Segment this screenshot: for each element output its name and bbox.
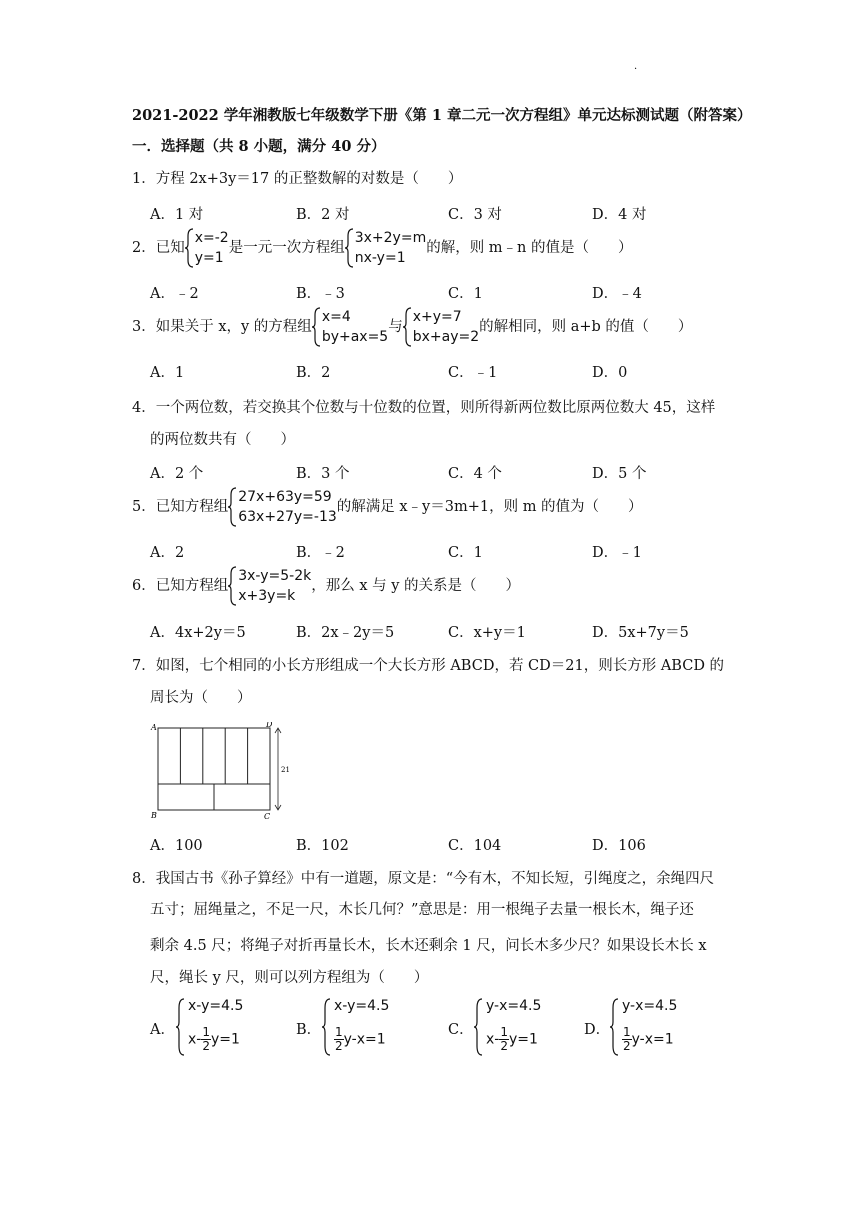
figure-label-a: A: [151, 723, 157, 732]
q8-option-d-label: D．: [584, 1022, 611, 1038]
figure-label-c: C: [264, 812, 271, 821]
q8-option-a-eq1: x-y=4.5: [188, 998, 244, 1014]
q2-option-c[interactable]: C．1: [448, 286, 483, 302]
q5-suffix: 的解满足 x﹣y＝3m+1，则 m 的值为（ ）: [336, 499, 643, 515]
q3-middle: 与: [388, 319, 403, 335]
q8-option-a-eq2-right: y=1: [210, 1031, 240, 1048]
q7-option-d[interactable]: D．106: [592, 838, 646, 854]
q8-option-b-eq2-right: y-x=1: [343, 1031, 386, 1048]
q8-option-c-eq2-right: y=1: [508, 1031, 538, 1048]
q5-eq1: 27x+63y=59: [238, 489, 332, 505]
q3-option-a[interactable]: A．1: [150, 365, 185, 381]
question-8-line-3: 剩余 4.5 尺；将绳子对折再量长木，长木还剩余 1 尺，问长木多少尺？如果设长木长 x: [150, 938, 707, 954]
question-8-line-2: 五寸；屈绳量之，不足一尺，木长几何？”意思是：用一根绳子去量一根长木，绳子还: [150, 902, 694, 918]
q3-sys2-eq2: bx+ay=2: [412, 329, 480, 345]
fraction: [201, 1026, 211, 1053]
fraction: [334, 1026, 344, 1053]
q2-middle: 是一元一次方程组: [228, 240, 345, 256]
q4-option-c[interactable]: C．4 个: [448, 466, 502, 482]
brace-icon: [610, 998, 620, 1056]
q6-option-d[interactable]: D．5x+7y＝5: [592, 625, 689, 641]
question-1: 1．方程 2x+3y＝17 的正整数解的对数是（ ）: [132, 171, 463, 187]
q8-option-c-label: C．: [448, 1022, 474, 1038]
question-4-line-1: 4．一个两位数，若交换其个位数与十位数的位置，则所得新两位数比原两位数大 45，这样: [132, 400, 716, 416]
brace-icon: [228, 566, 238, 606]
brace-icon: [403, 307, 413, 347]
q3-option-b[interactable]: B．2: [296, 365, 331, 381]
q2-equation-system: [345, 228, 426, 268]
question-7-line-1: 7．如图，七个相同的小长方形组成一个大长方形 ABCD，若 CD＝21，则长方形 ABCD 的: [132, 658, 725, 674]
q4-option-a[interactable]: A．2 个: [150, 466, 204, 482]
q6-option-c[interactable]: C．x+y＝1: [448, 625, 526, 641]
brace-icon: [228, 487, 238, 527]
q6-eq1: 3x-y=5-2k: [238, 568, 312, 584]
brace-icon: [176, 998, 186, 1056]
question-7-line-2: 周长为（ ）: [150, 690, 252, 706]
q1-option-a[interactable]: A．1 对: [150, 207, 204, 223]
fraction-denominator: 2: [335, 1039, 343, 1053]
q7-option-a[interactable]: A．100: [150, 838, 203, 854]
brace-icon: [322, 998, 332, 1056]
q8-option-a-eq2-left: x-: [188, 1031, 202, 1048]
question-2: [132, 228, 633, 268]
q3-sys1-eq1: x=4: [321, 309, 351, 325]
q6-suffix: ，那么 x 与 y 的关系是（ ）: [311, 578, 521, 594]
figure-dimension-label: 21: [281, 766, 290, 774]
q6-prefix: 6．已知方程组: [132, 578, 229, 594]
q5-eq2: 63x+27y=-13: [238, 509, 337, 525]
q3-option-c[interactable]: C．﹣1: [448, 365, 498, 381]
q5-prefix: 5．已知方程组: [132, 499, 229, 515]
figure-label-d: D: [266, 722, 273, 729]
fraction-numerator: 1: [623, 1025, 631, 1039]
q2-given-eq1: x=-2: [194, 230, 229, 246]
q7-option-c[interactable]: C．104: [448, 838, 502, 854]
q8-option-b-label: B．: [296, 1022, 322, 1038]
question-8-line-4: 尺，绳长 y 尺，则可以列方程组为（ ）: [150, 970, 429, 986]
fraction: [499, 1026, 509, 1053]
q8-option-b-eq1: x-y=4.5: [334, 998, 390, 1014]
header-dot: ·: [634, 64, 638, 75]
q8-option-a-label: A．: [150, 1022, 175, 1038]
q5-option-c[interactable]: C．1: [448, 545, 483, 561]
q4-option-b[interactable]: B．3 个: [296, 466, 350, 482]
fraction-denominator: 2: [202, 1039, 210, 1053]
q5-option-b[interactable]: B．﹣2: [296, 545, 345, 561]
q5-system: [228, 487, 337, 527]
q2-system-eq1: 3x+2y=m: [354, 230, 427, 246]
q8-option-b-eq2: [334, 1026, 386, 1053]
q8-option-c-eq1: y-x=4.5: [486, 998, 542, 1014]
fraction-numerator: 1: [500, 1025, 508, 1039]
fraction: [622, 1026, 632, 1053]
q4-option-d[interactable]: D．5 个: [592, 466, 647, 482]
section-heading: 一．选择题（共 8 小题，满分 40 分）: [132, 138, 386, 155]
figure-label-b: B: [151, 811, 157, 820]
q2-option-b[interactable]: B．﹣3: [296, 286, 345, 302]
fraction-denominator: 2: [623, 1039, 631, 1053]
question-4-line-2: 的两位数共有（ ）: [150, 432, 295, 448]
brace-icon: [185, 228, 195, 268]
q3-sys1-eq2: by+ax=5: [321, 329, 389, 345]
q6-option-b[interactable]: B．2x﹣2y＝5: [296, 625, 395, 641]
fraction-numerator: 1: [202, 1025, 210, 1039]
question-6: [132, 566, 520, 606]
q6-option-a[interactable]: A．4x+2y＝5: [150, 625, 246, 641]
q8-options: [150, 996, 750, 1060]
q8-option-d-eq1: y-x=4.5: [622, 998, 678, 1014]
q3-system-2: [403, 307, 479, 347]
q8-option-c-eq2: [486, 1026, 538, 1053]
q3-suffix: 的解相同，则 a+b 的值（ ）: [479, 319, 693, 335]
q7-option-b[interactable]: B．102: [296, 838, 349, 854]
q2-suffix: 的解，则 m﹣n 的值是（ ）: [426, 240, 633, 256]
q8-option-c-eq2-left: x-: [486, 1031, 500, 1048]
question-3: [132, 307, 692, 347]
question-5: [132, 487, 643, 527]
q2-given-system: [185, 228, 229, 268]
q5-option-a[interactable]: A．2: [150, 545, 185, 561]
q8-option-a-eq2: [188, 1026, 240, 1053]
q2-system-eq2: nx-y=1: [354, 250, 406, 266]
q3-option-d[interactable]: D．0: [592, 365, 628, 381]
q1-option-b[interactable]: B．2 对: [296, 207, 350, 223]
q2-option-a[interactable]: A．﹣2: [150, 286, 199, 302]
q8-option-d-eq2: [622, 1026, 674, 1053]
fraction-numerator: 1: [335, 1025, 343, 1039]
page-title: 2021-2022 学年湘教版七年级数学下册《第 1 章二元一次方程组》单元达标测试题（附答案）: [132, 107, 752, 124]
brace-icon: [474, 998, 484, 1056]
q2-option-d[interactable]: D．﹣4: [592, 286, 642, 302]
q5-option-d[interactable]: D．﹣1: [592, 545, 642, 561]
q2-given-eq2: y=1: [194, 250, 224, 266]
q6-eq2: x+3y=k: [238, 588, 296, 604]
q2-prefix: 2．已知: [132, 240, 185, 256]
brace-icon: [312, 307, 322, 347]
fraction-denominator: 2: [500, 1039, 508, 1053]
q6-system: [228, 566, 311, 606]
q3-prefix: 3．如果关于 x，y 的方程组: [132, 319, 312, 335]
q1-option-c[interactable]: C．3 对: [448, 207, 502, 223]
q3-system-1: [312, 307, 388, 347]
brace-icon: [345, 228, 355, 268]
q1-option-d[interactable]: D．4 对: [592, 207, 647, 223]
rectangle-figure: [150, 722, 290, 822]
q8-option-d-eq2-right: y-x=1: [631, 1031, 674, 1048]
question-8-line-1: 8．我国古书《孙子算经》中有一道题，原文是：“今有木，不知长短，引绳度之，余绳四尺: [132, 871, 715, 887]
q3-sys2-eq1: x+y=7: [412, 309, 462, 325]
